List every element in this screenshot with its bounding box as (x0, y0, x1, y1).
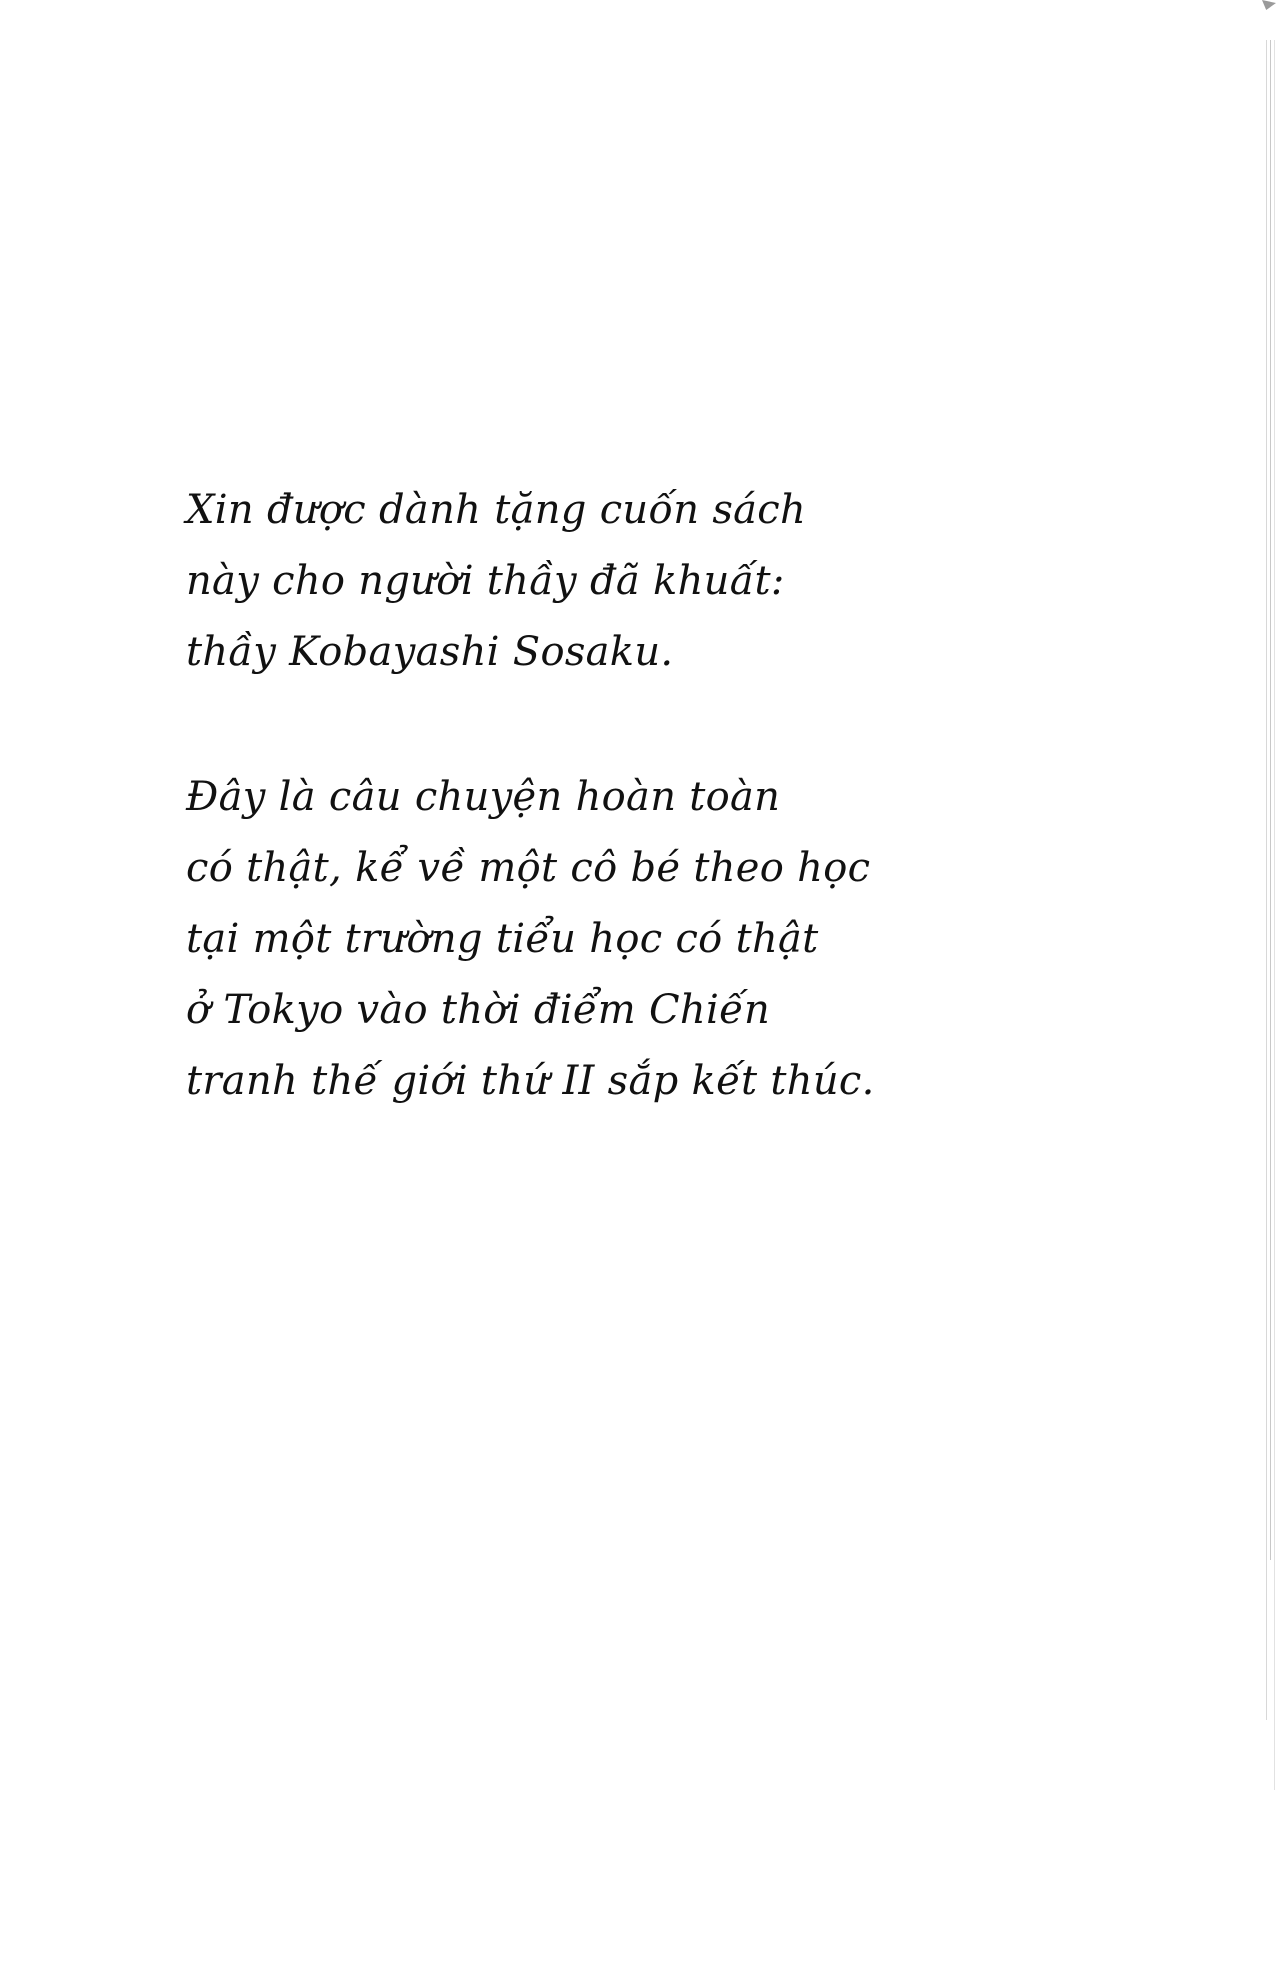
story-note-line: ở Tokyo vào thời điểm Chiến (186, 987, 771, 1033)
dedication-paragraph (186, 475, 806, 688)
story-note-line: Đây là câu chuyện hoàn toàn (186, 774, 781, 820)
dedication-line: Xin được dành tặng cuốn sách (186, 487, 807, 533)
story-note-paragraph (186, 762, 875, 1117)
scan-corner-mark (1262, 0, 1276, 10)
dedication-line: này cho người thầy đã khuất: (186, 558, 785, 604)
page-edge-line (1270, 40, 1271, 1560)
story-note-line: tại một trường tiểu học có thật (186, 916, 819, 962)
page-edge-line (1274, 40, 1275, 1790)
page-edge-line (1266, 40, 1267, 1720)
story-note-line: tranh thế giới thứ II sắp kết thúc. (186, 1058, 875, 1104)
story-note-line: có thật, kể về một cô bé theo học (186, 845, 871, 891)
dedication-line: thầy Kobayashi Sosaku. (186, 629, 674, 675)
